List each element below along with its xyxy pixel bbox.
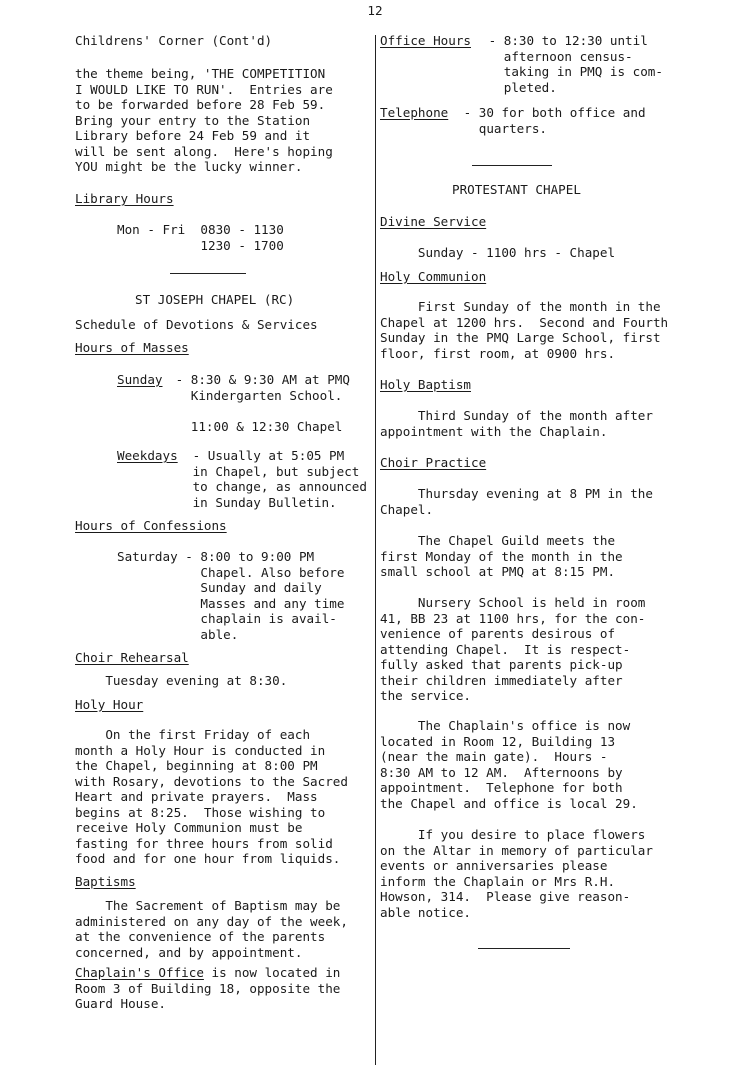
hours-of-confessions-heading: Hours of Confessions (75, 518, 227, 533)
telephone-text: - 30 for both office and quarters. (463, 105, 646, 136)
sunday-mass-times: - 8:30 & 9:30 AM at PMQ Kindergarten School. 11:00 & 12:30 Chapel (175, 372, 350, 434)
chaplains-office-line (75, 965, 380, 981)
library-hours-heading: Library Hours (75, 191, 174, 206)
choir-practice-text: Thursday evening at 8 PM in the Chapel. (380, 486, 653, 517)
flowers-notice-text: If you desire to place flowers on the Altar in memory of particular events or anniversaries please inform the Chaplain or Mrs R.H. Howson, 314. Please give reason- able notice. (380, 827, 653, 920)
protestant-chapel-title: PROTESTANT CHAPEL (452, 182, 581, 197)
weekdays-label: Weekdays (117, 448, 178, 463)
divine-service-heading: Divine Service (380, 214, 487, 229)
holy-baptism-heading: Holy Baptism (380, 377, 471, 392)
telephone-heading: Telephone (380, 105, 449, 120)
library-hours-text: Mon - Fri 0830 - 1130 1230 - 1700 (117, 222, 284, 253)
chaplains-office-text-first: is now located in (203, 965, 341, 980)
holy-hour-heading: Holy Hour (75, 697, 144, 712)
holy-hour-text: On the first Friday of each month a Holy Hour is conducted in the Chapel, beginning at 8:00 PM with Rosary, devotions to the Sacred Heart and private prayers. Mass begins at 8:25. Those wishing to receive Holy Communion must be fasting for three hours from solid food and for one hour from liquids. (75, 727, 348, 866)
baptisms-heading: Baptisms (75, 874, 136, 889)
chapel-guild-text: The Chapel Guild meets the first Monday of the month in the small school at PMQ at 8:15 PM. (380, 533, 623, 579)
weekdays-mass-times: - Usually at 5:05 PM in Chapel, but subject to change, as announced in Sunday Bulletin. (192, 448, 367, 510)
choir-practice-heading: Choir Practice (380, 455, 487, 470)
st-joseph-chapel-title: ST JOSEPH CHAPEL (RC) (135, 292, 295, 307)
holy-communion-heading: Holy Communion (380, 269, 487, 284)
office-hours-heading: Office Hours (380, 33, 471, 48)
section-rule (472, 165, 552, 166)
holy-baptism-text: Third Sunday of the month after appointment with the Chaplain. (380, 408, 653, 439)
page-number: 12 (367, 3, 383, 18)
section-rule (478, 948, 570, 949)
schedule-line: Schedule of Devotions & Services (75, 317, 318, 332)
childrens-corner-text: the theme being, 'THE COMPETITION I WOULD LIKE TO RUN'. Entries are to be forwarded before 28 Feb 59. Bring your entry to the Station Library before 24 Feb 59 and it will be sent along. Here's hoping YOU might be the lucky winner. (75, 66, 333, 174)
childrens-corner-title: Childrens' Corner (Cont'd) (75, 33, 273, 48)
choir-rehearsal-text: Tuesday evening at 8:30. (75, 673, 288, 688)
office-hours-text: - 8:30 to 12:30 until afternoon census- taking in PMQ is com- pleted. (488, 33, 663, 95)
chaplains-office-text: Room 3 of Building 18, opposite the Guard House. (75, 980, 341, 1011)
hours-of-masses-heading: Hours of Masses (75, 340, 189, 355)
nursery-school-text: Nursery School is held in room 41, BB 23 at 1100 hrs, for the con- venience of parents desirous of attending Chapel. It is respect- fully asked that parents pick-up their children immediately after the service. (380, 595, 646, 703)
holy-communion-text: First Sunday of the month in the Chapel at 1200 hrs. Second and Fourth Sunday in the PMQ Large School, first floor, first room, at 0900 hrs. (380, 299, 669, 361)
choir-rehearsal-heading: Choir Rehearsal (75, 650, 189, 665)
section-rule (170, 273, 246, 274)
baptisms-text: The Sacrement of Baptism may be administered on any day of the week, at the convenience of the parents concerned, and by appointment. (75, 898, 348, 960)
chaplains-office-heading: Chaplain's Office (75, 965, 204, 980)
sunday-label: Sunday (117, 372, 163, 387)
chaplain-office-text: The Chaplain's office is now located in Room 12, Building 13 (near the main gate). Hours - 8:30 AM to 12 AM. Afternoons by appointment. Telephone for both the Chapel and office is local 29. (380, 718, 638, 811)
confessions-text: Saturday - 8:00 to 9:00 PM Chapel. Also before Sunday and daily Masses and any time chaplain is avail- able. (117, 549, 345, 642)
divine-service-text: Sunday - 1100 hrs - Chapel (380, 245, 616, 260)
